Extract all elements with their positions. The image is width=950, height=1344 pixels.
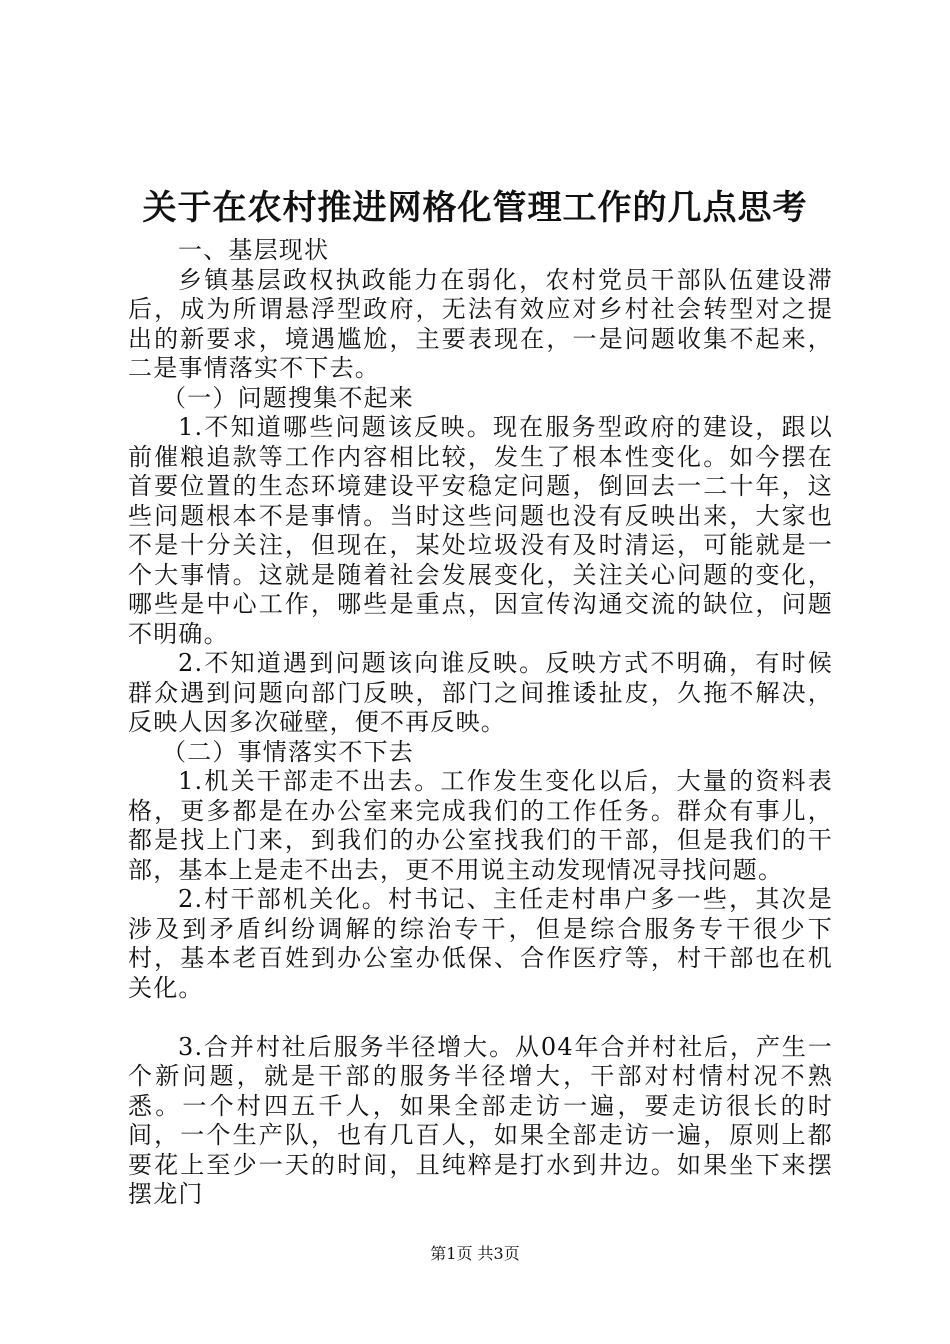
document-title: 关于在农村推进网格化管理工作的几点思考 <box>142 188 808 228</box>
subsection-heading: （一）问题搜集不起来 <box>162 383 414 412</box>
paragraph: 2.村干部机关化。村书记、主任走村串户多一些，其次是涉及到矛盾纠纷调解的综治专干，但是综合服务专干很少下村，基本老百姓到办公室办低保、合作医疗等，村干部也在机关化。 <box>128 885 833 1002</box>
paragraph: 乡镇基层政权执政能力在弱化，农村党员干部队伍建设滞后，成为所谓悬浮型政府，无法有效应对乡村社会转型对之提出的新要求，境遇尴尬，主要表现在，一是问题收集不起来，二是事情落实不下去。 <box>128 265 833 382</box>
subsection-heading: （二）事情落实不下去 <box>162 737 414 766</box>
page-footer: 第1页 共3页 <box>430 1244 520 1263</box>
paragraph: 2.不知道遇到问题该向谁反映。反映方式不明确，有时候群众遇到问题向部门反映，部门之间推诿扯皮，久拖不解决，反映人因多次碰壁，便不再反映。 <box>128 649 833 736</box>
paragraph: 1.机关干部走不出去。工作发生变化以后，大量的资料表格，更多都是在办公室来完成我们的工作任务。群众有事儿，都是找上门来，到我们的办公室找我们的干部，但是我们的干部，基本上是走不出去，更不用说主动发现情况寻找问题。 <box>128 767 833 884</box>
paragraph: 3.合并村社后服务半径增大。从04年合并村社后，产生一个新问题，就是干部的服务半径增大，干部对村情村况不熟悉。一个村四五千人，如果全部走访一遍，要走访很长的时间，一个生产队，也有几百人，如果全部走访一遍，原则上都要花上至少一天的时间，且纯粹是打水到井边。如果坐下来摆摆龙门 <box>128 1032 833 1208</box>
section-heading: 一、基层现状 <box>178 236 330 264</box>
blank-line <box>128 1003 833 1033</box>
paragraph: 1.不知道哪些问题该反映。现在服务型政府的建设，跟以前催粮追款等工作内容相比较，发生了根本性变化。如今摆在首要位置的生态环境建设平安稳定问题，倒回去一二十年，这些问题根本不是事情。当时这些问题也没有反映出来，大家也不是十分关注，但现在，某处垃圾没有及时清运，可能就是一个大事情。这就是随着社会发展变化，关注关心问题的变化，哪些是中心工作，哪些是重点，因宣传沟通交流的缺位，问题不明确。 <box>128 413 833 648</box>
document-body <box>128 236 833 1210</box>
